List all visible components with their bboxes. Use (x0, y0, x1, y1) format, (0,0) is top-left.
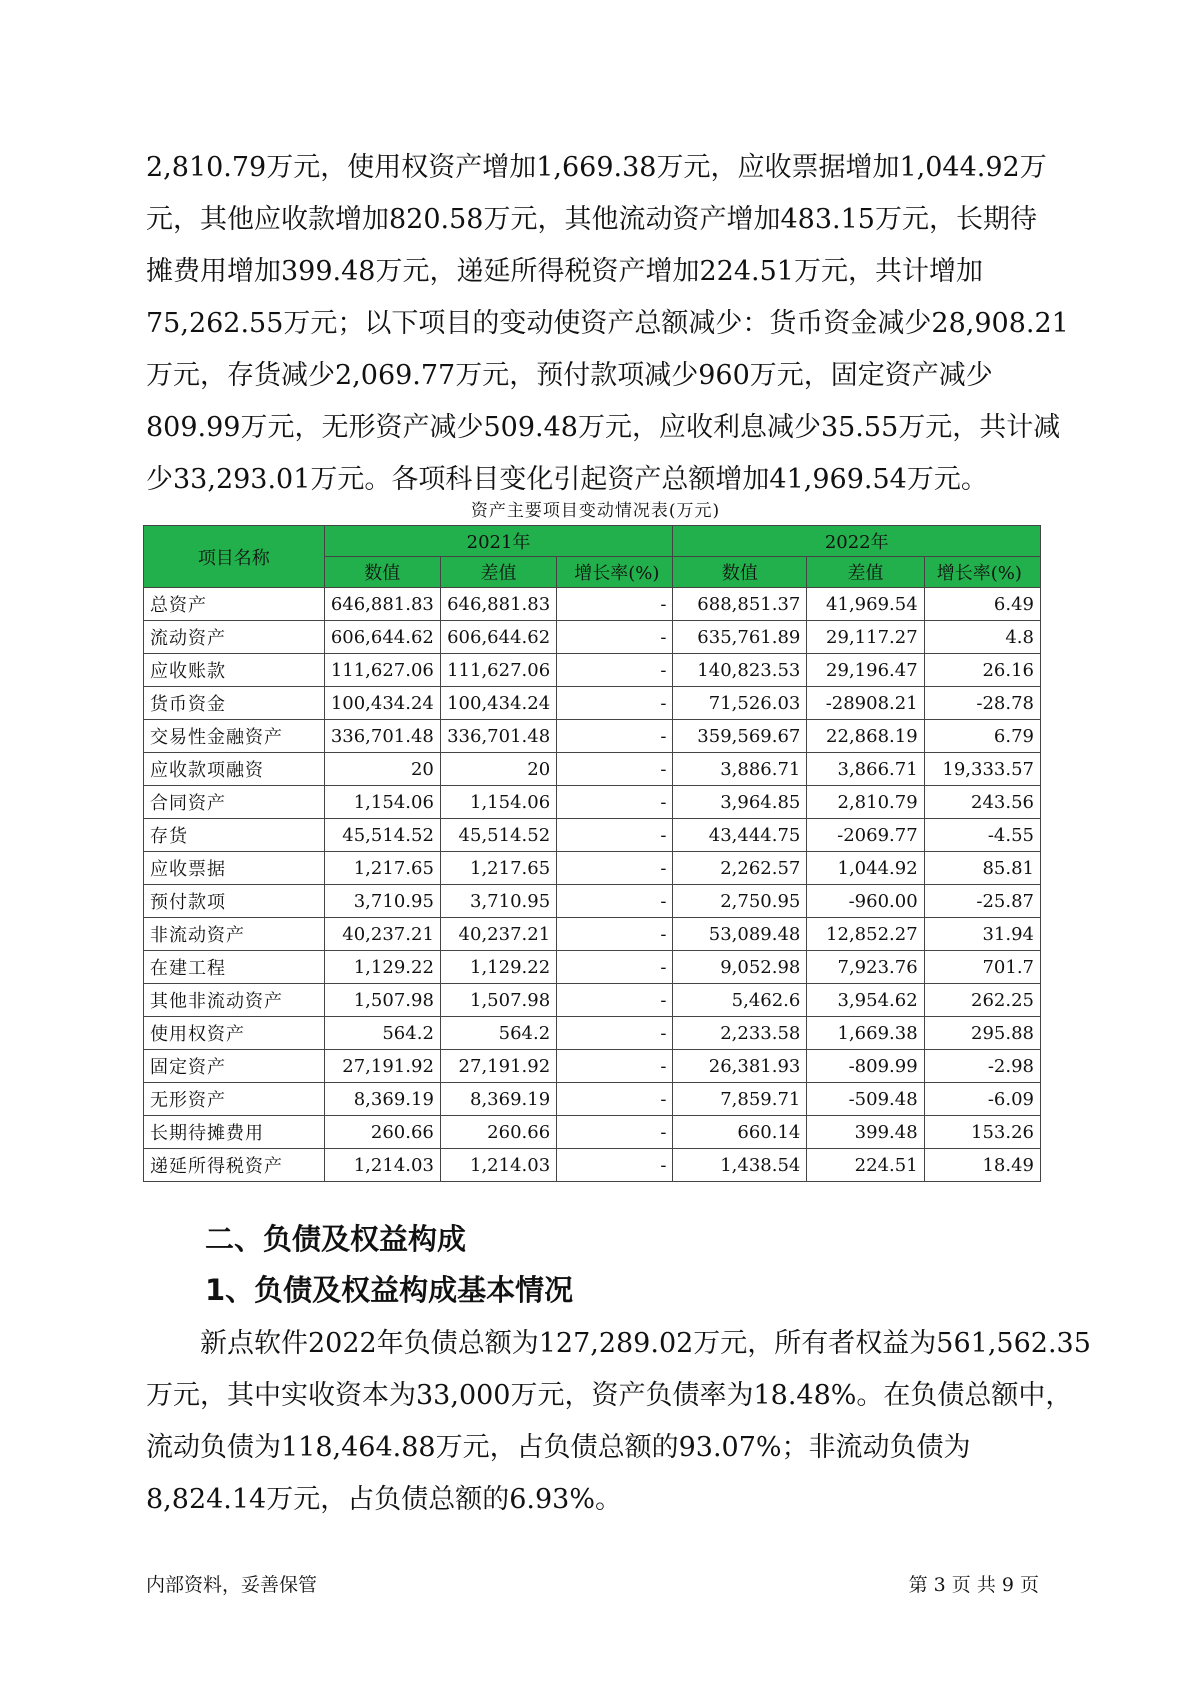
value-2021-cell: 564.2 (324, 1017, 440, 1050)
paragraph-line: 流动负债为118,464.88万元，占负债总额的93.07%；非流动负债为 (146, 1432, 971, 1463)
diff-2022-cell: 3,866.71 (807, 753, 924, 786)
paragraph-line: 2,810.79万元，使用权资产增加1,669.38万元，应收票据增加1,044.92万 (146, 152, 1047, 183)
table-row (144, 720, 1041, 753)
diff-2022-cell: -28908.21 (807, 687, 924, 720)
value-2022-cell: 688,851.37 (673, 588, 807, 621)
value-2022-cell: 1,438.54 (673, 1149, 807, 1182)
rate-2021-cell: - (557, 852, 673, 885)
table-row (144, 984, 1041, 1017)
rate-2022-cell: 18.49 (924, 1149, 1040, 1182)
value-2021-cell: 1,154.06 (324, 786, 440, 819)
value-2022-cell: 7,859.71 (673, 1083, 807, 1116)
table-row (144, 1116, 1041, 1149)
diff-2022-cell: -809.99 (807, 1050, 924, 1083)
rate-2021-cell: - (557, 1116, 673, 1149)
rate-2021-cell: - (557, 786, 673, 819)
value-2022-cell: 26,381.93 (673, 1050, 807, 1083)
table-row (144, 918, 1041, 951)
diff-2022-cell: 3,954.62 (807, 984, 924, 1017)
item-name-cell: 总资产 (144, 588, 325, 621)
diff-2022-cell: 7,923.76 (807, 951, 924, 984)
item-name-cell: 应收票据 (144, 852, 325, 885)
value-2021-cell: 20 (324, 753, 440, 786)
value-2022-cell: 635,761.89 (673, 621, 807, 654)
rate-2021-cell: - (557, 1017, 673, 1050)
value-2022-cell: 43,444.75 (673, 819, 807, 852)
value-2021-cell: 45,514.52 (324, 819, 440, 852)
value-2021-cell: 1,214.03 (324, 1149, 440, 1182)
rate-2022-cell: 85.81 (924, 852, 1040, 885)
paragraph-asset-changes (146, 142, 1069, 506)
diff-2021-cell: 1,214.03 (440, 1149, 556, 1182)
diff-2022-cell: 29,196.47 (807, 654, 924, 687)
diff-2022-cell: 12,852.27 (807, 918, 924, 951)
diff-2022-cell: 224.51 (807, 1149, 924, 1182)
value-2022-cell: 359,569.67 (673, 720, 807, 753)
table-caption: 资产主要项目变动情况表(万元) (470, 501, 721, 521)
paragraph-line: 8,824.14万元，占负债总额的6.93%。 (146, 1484, 623, 1515)
item-name-cell: 预付款项 (144, 885, 325, 918)
table-body (144, 588, 1041, 1182)
asset-changes-table (143, 525, 1041, 1182)
diff-2021-cell: 20 (440, 753, 556, 786)
rate-2022-cell: 19,333.57 (924, 753, 1040, 786)
value-2021-cell: 1,217.65 (324, 852, 440, 885)
header-year-2021: 2021年 (324, 526, 673, 557)
rate-2022-cell: -2.98 (924, 1050, 1040, 1083)
rate-2021-cell: - (557, 687, 673, 720)
value-2022-cell: 53,089.48 (673, 918, 807, 951)
header-value-2022: 数值 (673, 557, 807, 588)
rate-2022-cell: 262.25 (924, 984, 1040, 1017)
rate-2022-cell: -4.55 (924, 819, 1040, 852)
diff-2022-cell: 29,117.27 (807, 621, 924, 654)
diff-2021-cell: 40,237.21 (440, 918, 556, 951)
item-name-cell: 在建工程 (144, 951, 325, 984)
diff-2021-cell: 1,217.65 (440, 852, 556, 885)
header-value-2021: 数值 (324, 557, 440, 588)
rate-2021-cell: - (557, 951, 673, 984)
value-2022-cell: 5,462.6 (673, 984, 807, 1017)
item-name-cell: 应收款项融资 (144, 753, 325, 786)
item-name-cell: 流动资产 (144, 621, 325, 654)
footer-confidential-note: 内部资料，妥善保管 (146, 1574, 318, 1596)
paragraph-line: 809.99万元，无形资产减少509.48万元，应收利息减少35.55万元，共计减 (146, 412, 1061, 443)
section-heading: 二、负债及权益构成 (205, 1222, 467, 1256)
item-name-cell: 存货 (144, 819, 325, 852)
paragraph-line: 新点软件2022年负债总额为127,289.02万元，所有者权益为561,562.35 (200, 1328, 1091, 1359)
item-name-cell: 使用权资产 (144, 1017, 325, 1050)
subsection-heading: 1、负债及权益构成基本情况 (205, 1273, 574, 1307)
item-name-cell: 长期待摊费用 (144, 1116, 325, 1149)
value-2021-cell: 3,710.95 (324, 885, 440, 918)
diff-2021-cell: 8,369.19 (440, 1083, 556, 1116)
diff-2021-cell: 111,627.06 (440, 654, 556, 687)
rate-2022-cell: 243.56 (924, 786, 1040, 819)
item-name-cell: 非流动资产 (144, 918, 325, 951)
value-2021-cell: 260.66 (324, 1116, 440, 1149)
diff-2021-cell: 1,129.22 (440, 951, 556, 984)
diff-2021-cell: 45,514.52 (440, 819, 556, 852)
header-diff-2021: 差值 (440, 557, 556, 588)
diff-2022-cell: 1,044.92 (807, 852, 924, 885)
rate-2022-cell: 153.26 (924, 1116, 1040, 1149)
rate-2021-cell: - (557, 1083, 673, 1116)
value-2022-cell: 71,526.03 (673, 687, 807, 720)
header-rate-2021: 增长率(%) (557, 557, 673, 588)
rate-2021-cell: - (557, 1149, 673, 1182)
item-name-cell: 应收账款 (144, 654, 325, 687)
diff-2021-cell: 606,644.62 (440, 621, 556, 654)
value-2022-cell: 2,262.57 (673, 852, 807, 885)
paragraph-line: 元，其他应收款增加820.58万元，其他流动资产增加483.15万元，长期待 (146, 204, 1037, 235)
rate-2022-cell: 295.88 (924, 1017, 1040, 1050)
rate-2022-cell: 701.7 (924, 951, 1040, 984)
table-row (144, 819, 1041, 852)
table-row (144, 852, 1041, 885)
header-diff-2022: 差值 (807, 557, 924, 588)
value-2021-cell: 100,434.24 (324, 687, 440, 720)
diff-2021-cell: 260.66 (440, 1116, 556, 1149)
rate-2021-cell: - (557, 819, 673, 852)
item-name-cell: 交易性金融资产 (144, 720, 325, 753)
value-2022-cell: 2,750.95 (673, 885, 807, 918)
value-2022-cell: 140,823.53 (673, 654, 807, 687)
diff-2022-cell: 2,810.79 (807, 786, 924, 819)
rate-2022-cell: 6.49 (924, 588, 1040, 621)
table-row (144, 621, 1041, 654)
rate-2021-cell: - (557, 984, 673, 1017)
item-name-cell: 无形资产 (144, 1083, 325, 1116)
rate-2022-cell: -28.78 (924, 687, 1040, 720)
diff-2022-cell: -960.00 (807, 885, 924, 918)
value-2021-cell: 646,881.83 (324, 588, 440, 621)
diff-2021-cell: 646,881.83 (440, 588, 556, 621)
paragraph-liabilities (146, 1318, 1091, 1526)
value-2022-cell: 660.14 (673, 1116, 807, 1149)
value-2021-cell: 40,237.21 (324, 918, 440, 951)
rate-2022-cell: -6.09 (924, 1083, 1040, 1116)
header-item-name: 项目名称 (144, 526, 325, 588)
value-2021-cell: 27,191.92 (324, 1050, 440, 1083)
diff-2022-cell: 41,969.54 (807, 588, 924, 621)
table-row (144, 687, 1041, 720)
diff-2021-cell: 27,191.92 (440, 1050, 556, 1083)
value-2022-cell: 9,052.98 (673, 951, 807, 984)
diff-2021-cell: 564.2 (440, 1017, 556, 1050)
paragraph-line: 万元，存货减少2,069.77万元，预付款项减少960万元，固定资产减少 (146, 360, 993, 391)
value-2021-cell: 8,369.19 (324, 1083, 440, 1116)
item-name-cell: 递延所得税资产 (144, 1149, 325, 1182)
rate-2021-cell: - (557, 654, 673, 687)
value-2021-cell: 1,129.22 (324, 951, 440, 984)
item-name-cell: 合同资产 (144, 786, 325, 819)
diff-2022-cell: 399.48 (807, 1116, 924, 1149)
diff-2022-cell: 1,669.38 (807, 1017, 924, 1050)
paragraph-line: 75,262.55万元；以下项目的变动使资产总额减少：货币资金减少28,908.21 (146, 308, 1069, 339)
value-2022-cell: 2,233.58 (673, 1017, 807, 1050)
rate-2021-cell: - (557, 588, 673, 621)
table-row (144, 951, 1041, 984)
rate-2022-cell: 26.16 (924, 654, 1040, 687)
value-2021-cell: 1,507.98 (324, 984, 440, 1017)
table-row (144, 654, 1041, 687)
value-2021-cell: 111,627.06 (324, 654, 440, 687)
table-row (144, 753, 1041, 786)
rate-2022-cell: 6.79 (924, 720, 1040, 753)
diff-2021-cell: 1,154.06 (440, 786, 556, 819)
header-rate-2022: 增长率(%) (924, 557, 1040, 588)
diff-2021-cell: 336,701.48 (440, 720, 556, 753)
diff-2022-cell: 22,868.19 (807, 720, 924, 753)
paragraph-line: 少33,293.01万元。各项科目变化引起资产总额增加41,969.54万元。 (146, 464, 988, 495)
footer-page-number: 第 3 页 共 9 页 (908, 1574, 1039, 1596)
diff-2021-cell: 100,434.24 (440, 687, 556, 720)
value-2021-cell: 336,701.48 (324, 720, 440, 753)
value-2021-cell: 606,644.62 (324, 621, 440, 654)
rate-2022-cell: 31.94 (924, 918, 1040, 951)
value-2022-cell: 3,886.71 (673, 753, 807, 786)
rate-2021-cell: - (557, 753, 673, 786)
item-name-cell: 其他非流动资产 (144, 984, 325, 1017)
table-row (144, 786, 1041, 819)
header-year-2022: 2022年 (673, 526, 1041, 557)
item-name-cell: 货币资金 (144, 687, 325, 720)
item-name-cell: 固定资产 (144, 1050, 325, 1083)
rate-2022-cell: 4.8 (924, 621, 1040, 654)
paragraph-line: 摊费用增加399.48万元，递延所得税资产增加224.51万元，共计增加 (146, 256, 983, 287)
rate-2022-cell: -25.87 (924, 885, 1040, 918)
table-row (144, 1017, 1041, 1050)
rate-2021-cell: - (557, 720, 673, 753)
table-row (144, 1149, 1041, 1182)
diff-2021-cell: 3,710.95 (440, 885, 556, 918)
table-row (144, 588, 1041, 621)
table-header-row (144, 526, 1041, 557)
diff-2022-cell: -2069.77 (807, 819, 924, 852)
rate-2021-cell: - (557, 885, 673, 918)
rate-2021-cell: - (557, 918, 673, 951)
table-row (144, 1083, 1041, 1116)
rate-2021-cell: - (557, 621, 673, 654)
table-row (144, 1050, 1041, 1083)
value-2022-cell: 3,964.85 (673, 786, 807, 819)
diff-2022-cell: -509.48 (807, 1083, 924, 1116)
table-row (144, 885, 1041, 918)
rate-2021-cell: - (557, 1050, 673, 1083)
paragraph-line: 万元，其中实收资本为33,000万元，资产负债率为18.48%。在负债总额中， (146, 1380, 1073, 1411)
diff-2021-cell: 1,507.98 (440, 984, 556, 1017)
